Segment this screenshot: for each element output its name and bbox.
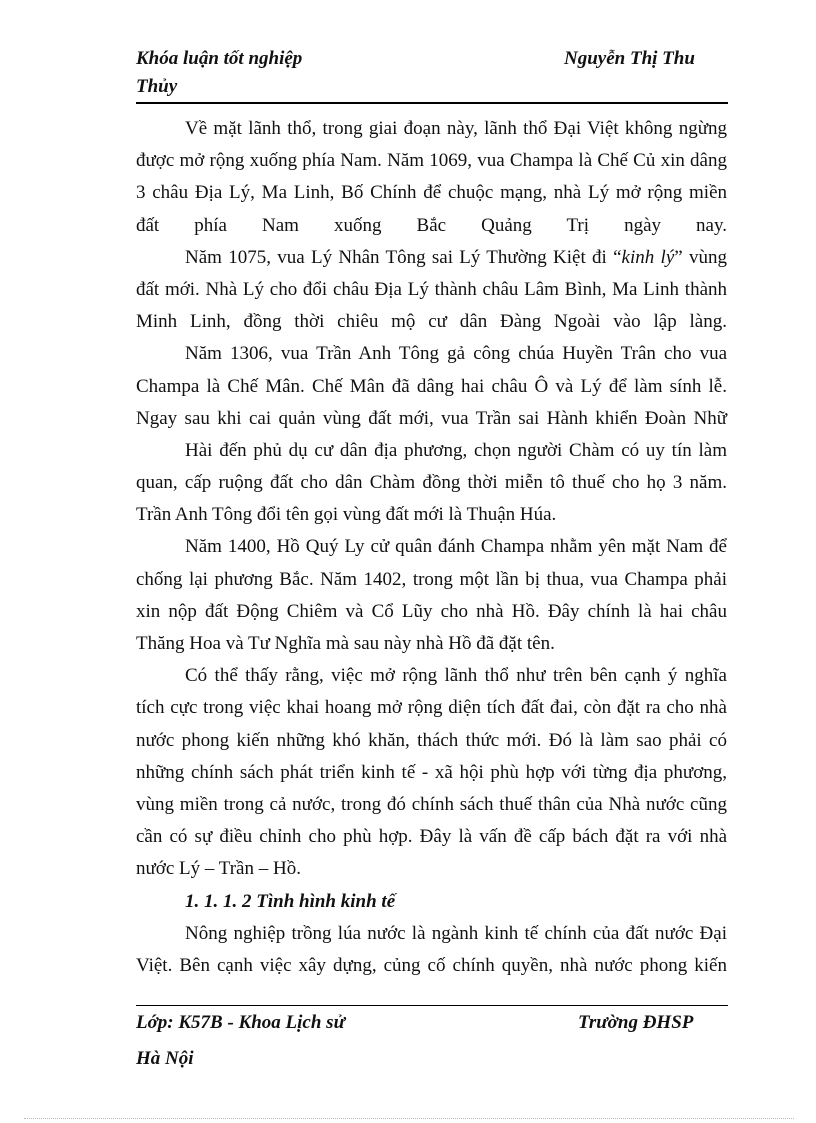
text-line: được mở rộng xuống phía Nam. Năm 1069, vua Champa là Chế Củ xin dâng [136, 150, 727, 172]
page-header [136, 48, 728, 100]
text-line: Năm 1400, Hồ Quý Ly cử quân đánh Champa nhằm yên mặt Nam để [185, 536, 727, 558]
text-line: đất phía Nam xuống Bắc Quảng Trị ngày nay. [136, 214, 727, 236]
text-line: 3 châu Địa Lý, Ma Linh, Bố Chính để chuộc mạng, nhà Lý mở rộng miền [136, 182, 727, 204]
text-line: chống lại phương Bắc. Năm 1402, trong một lần bị thua, vua Champa phải [136, 568, 727, 590]
text-line: Năm 1306, vua Trần Anh Tông gả công chúa Huyền Trân cho vua [185, 343, 727, 365]
text-line: cần có sự điều chỉnh cho phù hợp. Đây là vấn đề cấp bách đặt ra với nhà [136, 826, 727, 848]
text-line: Ngay sau khi cai quản vùng đất mới, vua Trần sai Hành khiển Đoàn Nhữ [136, 407, 727, 429]
text-line: vùng miền trong cả nước, trong đó chính sách thuế thân của Nhà nước cũng [136, 793, 727, 815]
text-line-part: ” vùng [674, 246, 727, 268]
text-line: đất mới. Nhà Lý cho đổi châu Địa Lý thành châu Lâm Bình, Ma Linh thành [136, 278, 727, 300]
footer-class-info: Lớp: K57B - Khoa Lịch sử [136, 1012, 345, 1033]
text-line: Có thể thấy rằng, việc mở rộng lãnh thổ như trên bên cạnh ý nghĩa [185, 665, 727, 687]
italic-term: kinh lý [621, 246, 675, 268]
text-line: Về mặt lãnh thổ, trong giai đoạn này, lãnh thổ Đại Việt không ngừng [185, 118, 727, 139]
text-line: Nông nghiệp trồng lúa nước là ngành kinh tế chính của đất nước Đại [185, 922, 727, 944]
text-line: Champa là Chế Mân. Chế Mân đã dâng hai châu Ô và Lý để làm sính lễ. [136, 375, 727, 397]
header-thesis-title: Khóa luận tốt nghiệp [136, 48, 303, 69]
section-heading: 1. 1. 1. 2 Tình hình kinh tế [185, 890, 396, 912]
footer-university-continued: Hà Nội [136, 1048, 194, 1069]
text-line: Thăng Hoa và Tư Nghĩa mà sau này nhà Hồ đã đặt tên. [136, 633, 555, 654]
footer-university: Trường ĐHSP [578, 1012, 694, 1033]
text-line: Việt. Bên cạnh việc xây dựng, củng cố chính quyền, nhà nước phong kiến [136, 954, 727, 976]
text-line [136, 242, 727, 274]
page-edge [24, 1118, 794, 1119]
text-line: quan, cấp ruộng đất cho dân Chàm đồng thời miễn tô thuế cho họ 3 năm. [136, 472, 727, 494]
text-line: nước phong kiến những khó khăn, thách thức mới. Đó là làm sao phải có [136, 729, 727, 751]
text-line: những chính sách phát triển kinh tế - xã hội phù hợp với từng địa phương, [136, 761, 727, 783]
header-author-name-continued: Thủy [136, 76, 178, 97]
header-divider [136, 102, 728, 104]
text-line-part: Năm 1075, vua Lý Nhân Tông sai Lý Thường Kiệt đi “ [185, 246, 622, 268]
page-footer [136, 1012, 728, 1072]
text-line: Hài đến phủ dụ cư dân địa phương, chọn người Chàm có uy tín làm [185, 439, 727, 461]
footer-divider [136, 1005, 728, 1006]
text-line: Minh Linh, đồng thời chiêu mộ cư dân Đàng Ngoài vào lập làng. [136, 311, 727, 333]
header-author-name: Nguyễn Thị Thu [564, 48, 695, 69]
document-body [136, 113, 727, 982]
text-line: Trần Anh Tông đổi tên gọi vùng đất mới là Thuận Húa. [136, 504, 557, 526]
text-line: nước Lý – Trần – Hồ. [136, 858, 301, 880]
text-line: xin nộp đất Động Chiêm và Cổ Lũy cho nhà Hồ. Đây chính là hai châu [136, 600, 727, 622]
text-line: tích cực trong việc khai hoang mở rộng diện tích đất đai, còn đặt ra cho nhà [136, 697, 727, 719]
